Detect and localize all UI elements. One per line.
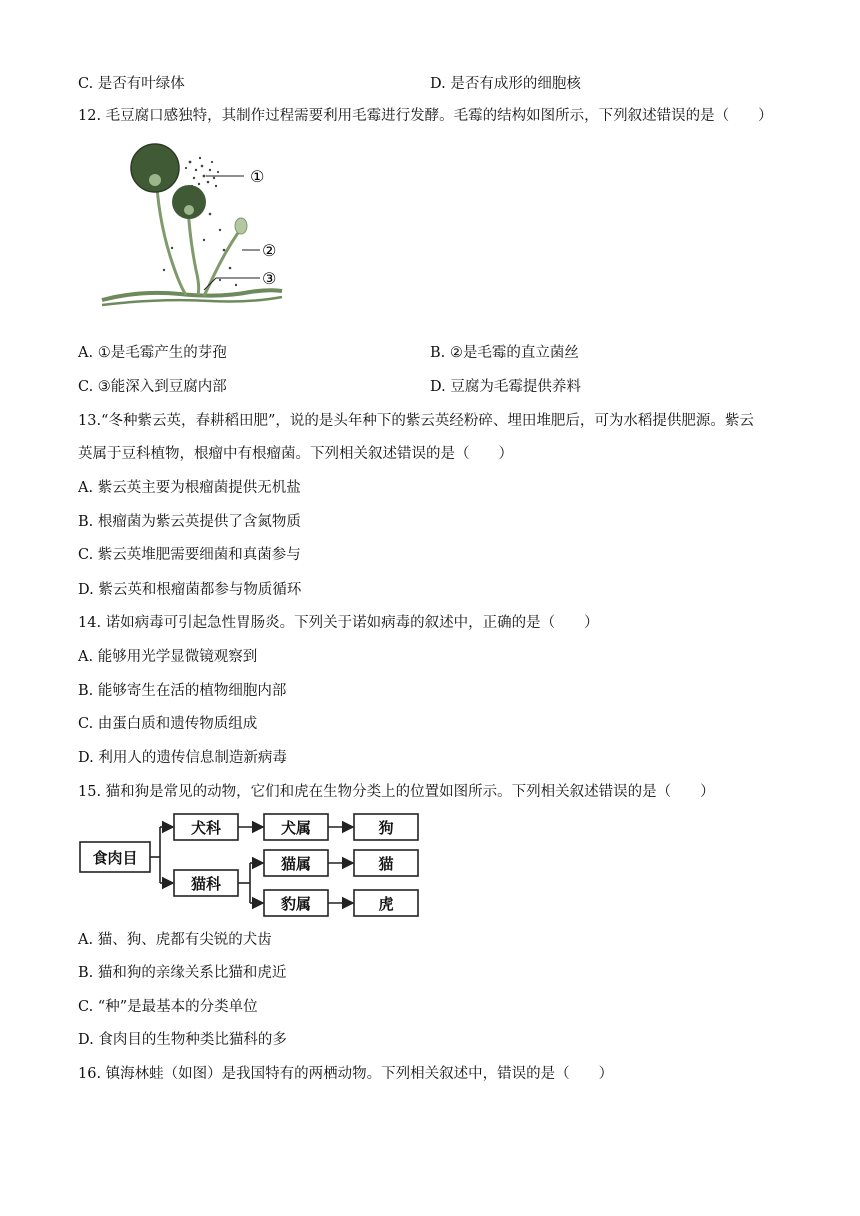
figure-label-1: ①	[250, 167, 265, 186]
mucor-structure-figure	[100, 140, 290, 310]
q13-stem-line1: 13.“冬种紫云英，春耕稻田肥”，说的是头年种下的紫云英经粉碎、埋田堆肥后，可为水稻提供肥源。紫云	[78, 413, 754, 429]
q15-stem: 15. 猫和狗是常见的动物，它们和虎在生物分类上的位置如图所示。下列相关叙述错误的是（ ）	[78, 784, 715, 800]
order-label: 食肉目	[92, 849, 138, 867]
figure-label-3: ③	[262, 269, 277, 288]
q16-stem: 16. 镇海林蛙（如图）是我国特有的两栖动物。下列相关叙述中，错误的是（ ）	[78, 1066, 614, 1082]
genus-tiger-label: 豹属	[280, 895, 312, 913]
q13-stem-line2: 英属于豆科植物，根瘤中有根瘤菌。下列相关叙述错误的是（ ）	[78, 446, 513, 462]
genus-dog-label: 犬属	[280, 819, 312, 837]
q12-option-d: D. 豆腐为毛霉提供养料	[430, 379, 581, 395]
q11-option-d: D. 是否有成形的细胞核	[430, 76, 581, 92]
q13-option-b: B. 根瘤菌为紫云英提供了含氮物质	[78, 514, 301, 530]
q13-option-a: A. 紫云英主要为根瘤菌提供无机盐	[78, 480, 301, 496]
family-cat-label: 猫科	[190, 875, 222, 893]
q14-option-c: C. 由蛋白质和遗传物质组成	[78, 716, 258, 732]
figure-label-2: ②	[262, 241, 277, 260]
species-cat-label: 猫	[378, 855, 394, 873]
family-dog-label: 犬科	[190, 819, 222, 837]
q14-stem: 14. 诺如病毒可引起急性胃肠炎。下列关于诺如病毒的叙述中，正确的是（ ）	[78, 615, 599, 631]
q15-option-a: A. 猫、狗、虎都有尖锐的犬齿	[78, 932, 272, 948]
q12-option-c: C. ③能深入到豆腐内部	[78, 379, 227, 395]
species-dog-label: 狗	[378, 819, 394, 837]
genus-cat-label: 猫属	[280, 855, 312, 873]
taxonomy-diagram	[78, 810, 424, 922]
q14-option-a: A. 能够用光学显微镜观察到	[78, 649, 258, 665]
q15-option-d: D. 食肉目的生物种类比猫科的多	[78, 1032, 287, 1048]
q15-option-b: B. 猫和狗的亲缘关系比猫和虎近	[78, 965, 287, 981]
q15-option-c: C. “种”是最基本的分类单位	[78, 999, 258, 1015]
q13-option-c: C. 紫云英堆肥需要细菌和真菌参与	[78, 547, 301, 563]
q13-option-d: D. 紫云英和根瘤菌都参与物质循环	[78, 582, 302, 598]
q14-option-b: B. 能够寄生在活的植物细胞内部	[78, 683, 287, 699]
q14-option-d: D. 利用人的遗传信息制造新病毒	[78, 750, 287, 766]
q12-option-a: A. ①是毛霉产生的芽孢	[78, 345, 227, 361]
q12-stem: 12. 毛豆腐口感独特，其制作过程需要利用毛霉进行发酵。毛霉的结构如图所示，下列叙述错误的是（ ）	[78, 108, 773, 124]
species-tiger-label: 虎	[378, 895, 394, 913]
q12-option-b: B. ②是毛霉的直立菌丝	[430, 345, 579, 361]
q11-option-c: C. 是否有叶绿体	[78, 76, 185, 92]
